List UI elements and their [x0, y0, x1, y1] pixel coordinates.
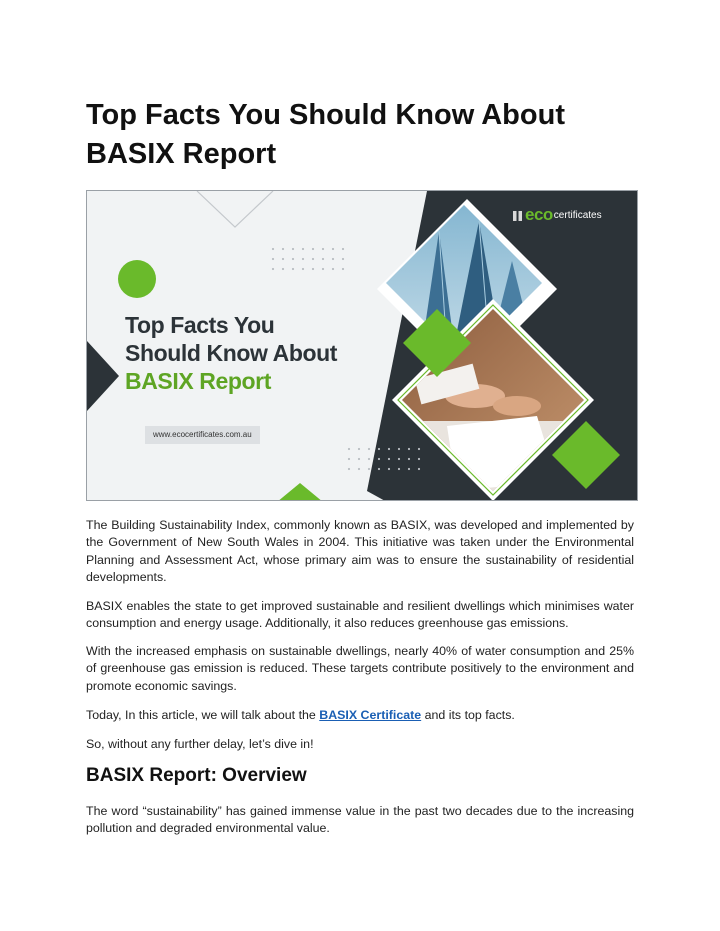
page-title: Top Facts You Should Know About BASIX Report [86, 99, 565, 170]
paragraph-4 [86, 707, 634, 724]
section-heading: BASIX Report: Overview [86, 765, 307, 786]
paragraph-4-text-before: Today, In this article, we will talk about the [86, 708, 320, 722]
banner-heading-line2: Should Know About [125, 340, 338, 366]
paragraph-5: So, without any further delay, let’s dive in! [86, 737, 314, 751]
paragraph-4-text-after: and its top facts. [421, 708, 515, 722]
banner-heading [125, 311, 337, 395]
logo-eco-text: eco [525, 205, 553, 224]
banner-heading-line3: BASIX Report [125, 368, 271, 394]
logo-certificates-text: certificates [553, 210, 602, 221]
banner-url: www.ecocertificates.com.au [145, 426, 260, 444]
paragraph-2: BASIX enables the state to get improved sustainable and resilient dwellings which minimises water consumption and energy usage. Additionally, it also reduces greenhouse gas emissions. [86, 599, 634, 631]
logo-mark-icon [513, 211, 522, 221]
section-paragraph-1: The word “sustainability” has gained immense value in the past two decades due to the increasing pollution and degraded environmental value. [86, 804, 634, 836]
eco-certificates-logo [513, 206, 602, 224]
paragraph-3: With the increased emphasis on sustainable dwellings, nearly 40% of water consumption and 25% of greenhouse gas emission is reduced. These targets contribute positively to the environment and promote economic savings. [86, 644, 634, 693]
banner-heading-line1: Top Facts You [125, 312, 275, 338]
basix-certificate-link[interactable]: BASIX Certificate [319, 708, 422, 722]
paragraph-1: The Building Sustainability Index, commonly known as BASIX, was developed and implemented by the Government of New South Wales in 2004. This initiative was taken under the Environmental Planning and Assessment Act, whose primary aim was to ensure the sustainability of residential developments. [86, 518, 634, 584]
green-circle [118, 260, 156, 298]
banner-image [86, 190, 638, 501]
